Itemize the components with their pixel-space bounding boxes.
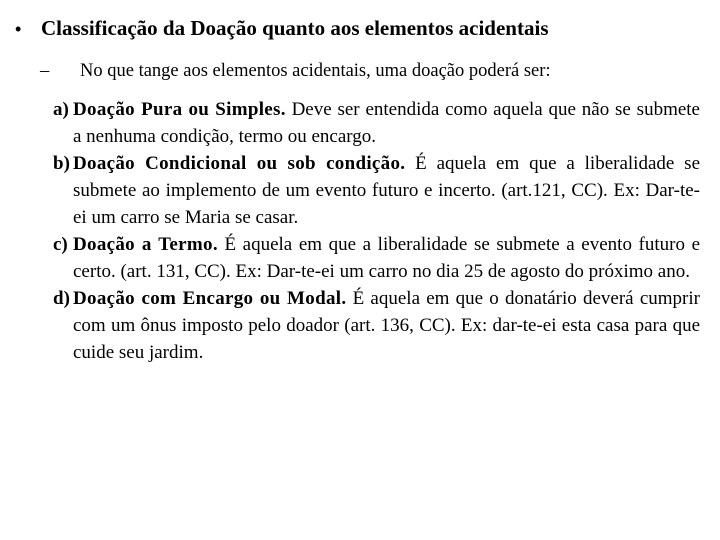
item-letter: d) <box>53 288 70 309</box>
bullet-icon: • <box>15 19 22 39</box>
list-item-b <box>53 150 700 231</box>
item-body: É aquela em que o donatário deverá cumprir com um ônus imposto pelo doador (art. 136, CC). Ex: dar-te-ei esta casa para que cuide seu jardim. <box>73 288 700 363</box>
list-item-d <box>53 285 700 366</box>
item-title: Doação Condicional ou sob condição. <box>73 153 406 174</box>
intro-line <box>40 58 710 84</box>
item-list <box>53 96 700 366</box>
item-body: É aquela em que a liberalidade se submete a evento futuro e certo. (art. 131, CC). Ex: Dar-te-ei um carro no dia 25 de agosto do próximo ano. <box>73 234 700 282</box>
list-item-c <box>53 231 700 285</box>
item-body: É aquela em que a liberalidade se submete ao implemento de um evento futuro e incerto. (art.121, CC). Ex: Dar-te-ei um carro se Maria se casar. <box>73 153 700 228</box>
dash-icon: – <box>40 61 50 81</box>
item-letter: a) <box>53 99 69 120</box>
item-title: Doação com Encargo ou Modal. <box>73 288 347 309</box>
heading-text: Classificação da Doação quanto aos elementos acidentais <box>41 16 549 40</box>
list-item-a <box>53 96 700 150</box>
item-title: Doação a Termo. <box>73 234 218 255</box>
item-body: Deve ser entendida como aquela que não se submete a nenhuma condição, termo ou encargo. <box>73 99 700 147</box>
item-title: Doação Pura ou Simples. <box>73 99 286 120</box>
slide-heading <box>15 14 705 43</box>
intro-text: No que tange aos elementos acidentais, uma doação poderá ser: <box>80 61 551 81</box>
item-letter: c) <box>53 234 68 255</box>
item-letter: b) <box>53 153 70 174</box>
